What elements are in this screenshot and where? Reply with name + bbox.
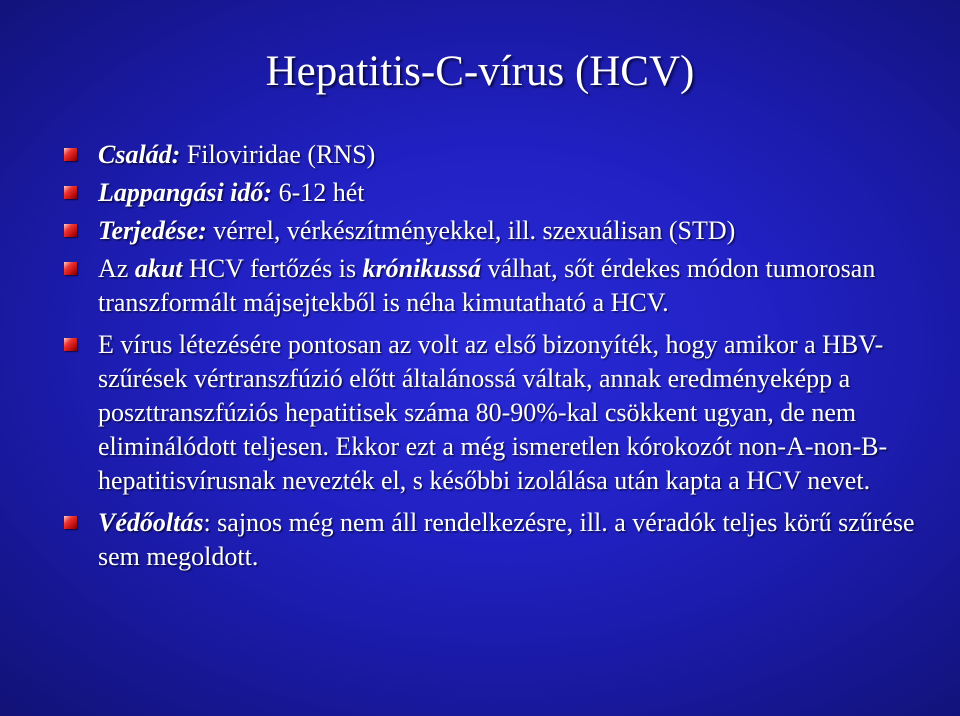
- item-text-pre: Az: [98, 254, 135, 283]
- item-text: E vírus létezésére pontosan az volt az első bizonyíték, hogy amikor a HBV-szűrések vértranszfúzió előtt általánossá váltak, annak eredményeképp a poszttranszfúziós hepatitisek száma 80-90%-kal csökkent ugyan, de nem eliminálódott teljesen. Ekkor ezt a még ismeretlen kórokozót non-A-non-B-hepatitisvírusnak nevezték el, s későbbi izolálása után kapta a HCV nevet.: [98, 330, 888, 495]
- item-label: Lappangási idő:: [98, 178, 273, 207]
- item-text: 6-12 hét: [272, 178, 365, 207]
- square-bullet-icon: [64, 262, 77, 275]
- item-text: Filoviridae (RNS): [180, 140, 376, 169]
- item-emphasis-acute: akut: [134, 254, 183, 283]
- list-item-evidence: [62, 328, 922, 498]
- square-bullet-icon: [64, 516, 77, 529]
- list-item-family: [62, 138, 922, 172]
- item-label: Család:: [98, 140, 181, 169]
- square-bullet-icon: [64, 186, 77, 199]
- item-label: Védőoltás: [98, 508, 204, 537]
- item-emphasis-chronic: krónikussá: [362, 254, 482, 283]
- item-text: vérrel, vérkészítményekkel, ill. szexuálisan (STD): [206, 216, 736, 245]
- list-item-chronic: [62, 252, 922, 320]
- square-bullet-icon: [64, 148, 77, 161]
- slide-title: Hepatitis-C-vírus (HCV): [265, 48, 695, 95]
- item-text-post: válhat, sőt érdekes módon tumorosan transzformált májsejtekből is néha kimutatható a HCV.: [98, 254, 876, 317]
- square-bullet-icon: [64, 224, 77, 237]
- list-item-incubation: [62, 176, 922, 210]
- bullet-list: [62, 138, 922, 578]
- square-bullet-icon: [64, 338, 77, 351]
- item-text-mid: HCV fertőzés is: [182, 254, 363, 283]
- list-item-vaccination: [62, 506, 922, 574]
- item-label: Terjedése:: [98, 216, 207, 245]
- item-text: : sajnos még nem áll rendelkezésre, ill. a véradók teljes körű szűrése sem megoldott.: [98, 508, 915, 571]
- list-item-transmission: [62, 214, 922, 248]
